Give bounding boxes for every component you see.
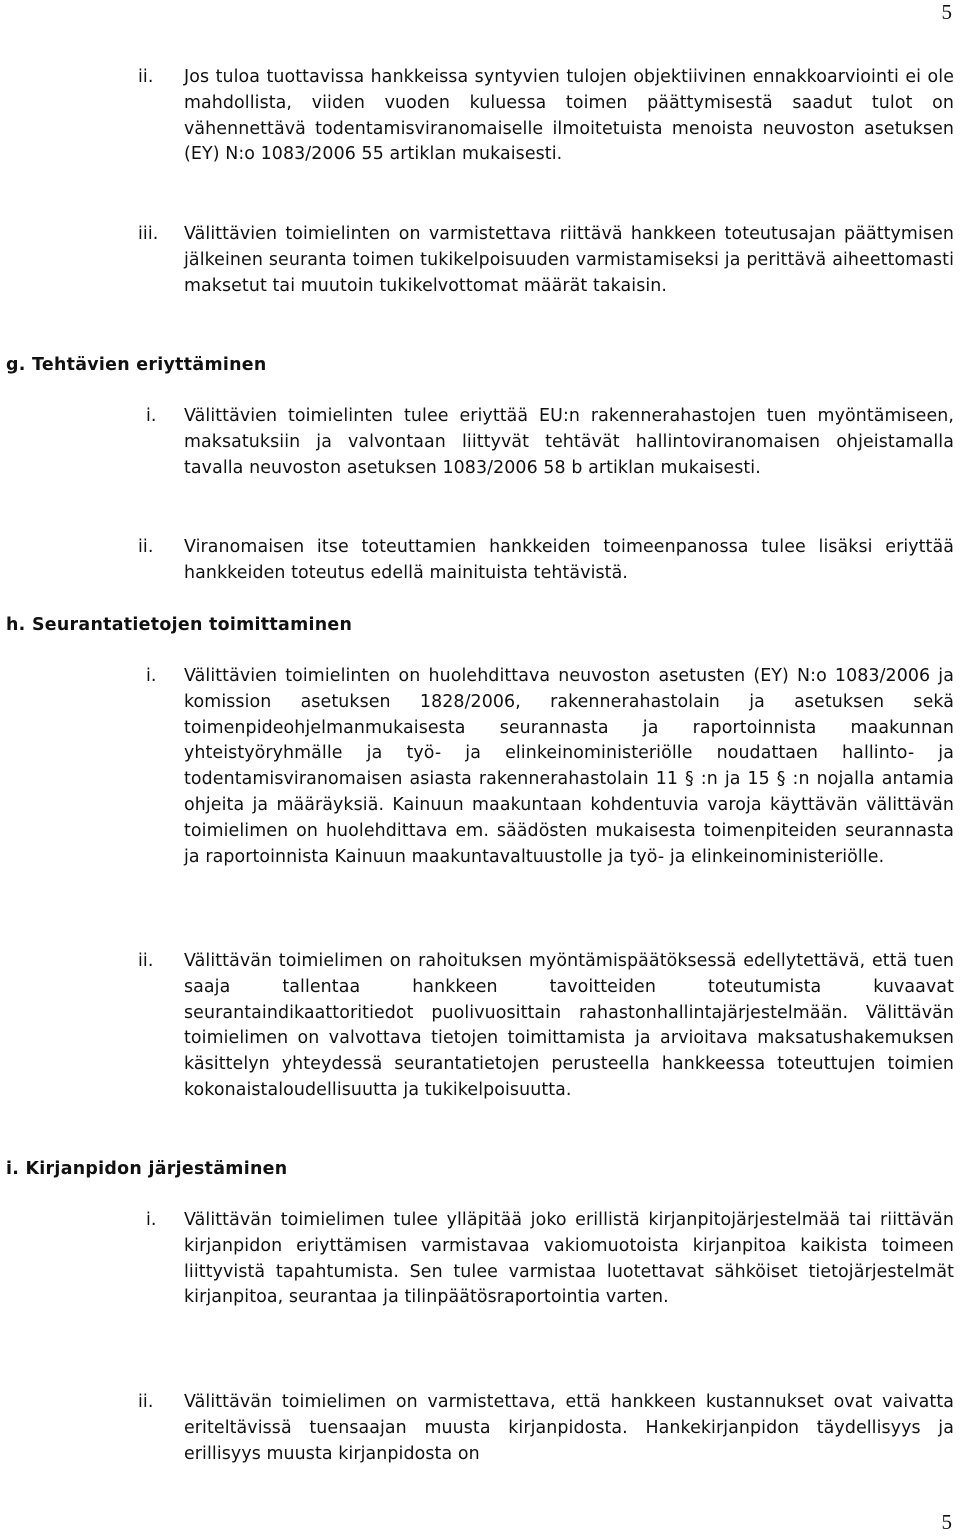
item-number: ii. xyxy=(138,67,154,87)
item-number: i. xyxy=(146,406,157,426)
list-item xyxy=(138,1390,954,1467)
section-heading-h: h. Seurantatietojen toimittaminen xyxy=(6,615,353,635)
list-item xyxy=(138,535,954,587)
item-number: ii. xyxy=(138,951,154,971)
section-heading-i: i. Kirjanpidon järjestäminen xyxy=(6,1159,288,1179)
item-text: Välittävän toimielimen on rahoituksen myöntämispäätöksessä edellytettävä, että tuen saaja tallentaa hankkeen tavoitteiden toteutumista kuvaavat seurantaindikaattoritiedot puolivuosittain rahastonhallintajärjestelmään. Välittävän toimielimen on valvottava tietojen toimittamista ja arvioitava maksatushakemuksen käsittelyn yhteydessä seurantatietojen perusteella hankkeessa toteuttujen toimien kokonaistaloudellisuutta ja tukikelpoisuutta. xyxy=(184,951,954,1100)
item-text: Jos tuloa tuottavissa hankkeissa syntyvien tulojen objektiivinen ennakkoarviointi ei ole mahdollista, viiden vuoden kuluessa toimen päättymisestä saadut tulot on vähennettävä todentamisviranomaiselle ilmoitetuista menoista neuvoston asetuksen (EY) N:o 1083/2006 55 artiklan mukaisesti. xyxy=(184,67,954,165)
item-text: Välittävän toimielimen on varmistettava, että hankkeen kustannukset ovat vaivatta eriteltävissä tuensaajan muusta kirjanpidosta. Hankekirjanpidon täydellisyys ja erillisyys muusta kirjanpidosta on xyxy=(184,1392,954,1464)
item-text: Välittävien toimielinten on varmistettava riittävä hankkeen toteutusajan päättymisen jälkeinen seuranta toimen tukikelpoisuuden varmistamiseksi ja perittävä aiheettomasti maksetut tai muutoin tukikelvottomat määrät takaisin. xyxy=(184,224,954,296)
page-number-top: 5 xyxy=(941,0,952,24)
list-item xyxy=(146,1208,954,1311)
item-number: i. xyxy=(146,1210,157,1230)
item-text: Välittävien toimielinten on huolehdittava neuvoston asetusten (EY) N:o 1083/2006 ja komission asetuksen 1828/2006, rakennerahastolain ja asetuksen sekä toimenpideohjelmanmukaisesta seurannasta ja raportoinnista maakunnan yhteistyöryhmälle ja työ- ja elinkeinoministeriölle noudattaen hallinto- ja todentamisviranomaisen asiasta rakennerahastolain 11 § :n ja 15 § :n nojalla antamia ohjeita ja määräyksiä. Kainuun maakuntaan kohdentuvia varoja käyttävän välittävän toimielimen on huolehdittava em. säädösten mukaisesta toimenpiteiden seurannasta ja raportoinnista Kainuun maakuntavaltuustolle ja työ- ja elinkeinoministeriölle. xyxy=(184,666,954,867)
item-text: Viranomaisen itse toteuttamien hankkeiden toimeenpanossa tulee lisäksi eriyttää hankkeiden toteutus edellä mainituista tehtävistä. xyxy=(184,537,954,583)
list-item xyxy=(146,404,954,481)
item-number: iii. xyxy=(138,224,159,244)
list-item xyxy=(138,65,954,168)
item-number: ii. xyxy=(138,537,154,557)
item-text: Välittävän toimielimen tulee ylläpitää joko erillistä kirjanpitojärjestelmää tai riittävän kirjanpidon eriyttämisen varmistavaa vakiomuotoista kirjanpitoa kaikista toimeen liittyvistä tapahtumista. Sen tulee varmistaa luotettavat sähköiset tietojärjestelmät kirjanpitoa, seurantaa ja tilinpäätösraportointia varten. xyxy=(184,1210,954,1308)
page-number-bottom: 5 xyxy=(941,1510,952,1534)
item-text: Välittävien toimielinten tulee eriyttää EU:n rakennerahastojen tuen myöntämiseen, maksatuksiin ja valvontaan liittyvät tehtävät hallintoviranomaisen ohjeistamalla tavalla neuvoston asetuksen 1083/2006 58 b artiklan mukaisesti. xyxy=(184,406,954,478)
list-item xyxy=(146,664,954,870)
section-heading-g: g. Tehtävien eriyttäminen xyxy=(6,355,267,375)
item-number: ii. xyxy=(138,1392,154,1412)
list-item xyxy=(138,222,954,299)
item-number: i. xyxy=(146,666,157,686)
list-item xyxy=(138,949,954,1104)
